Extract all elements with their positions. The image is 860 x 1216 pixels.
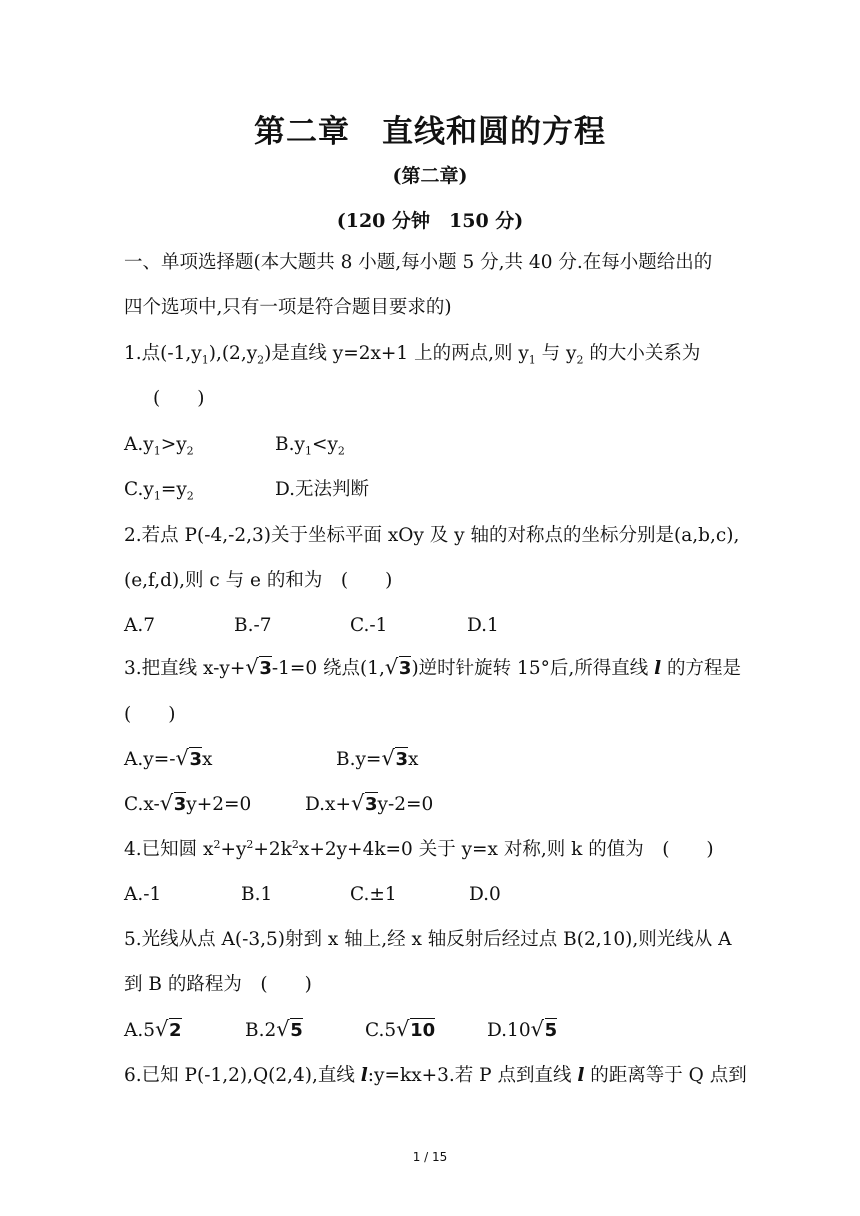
sqrt-symbol: √ 3 (245, 655, 272, 679)
section-instructions-line2: 四个选项中,只有一项是符合题目要求的) (124, 297, 452, 318)
question-2-stem-line1: 2.若点 P(-4,-2,3)关于坐标平面 xOy 及 y 轴的对称点的坐标分别是(a,b,c), (124, 525, 740, 546)
question-6-stem: 6.已知 P(-1,2),Q(2,4),直线 l:y=kx+3.若 P 点到直线 l 的距离等于 Q 点到 (124, 1065, 747, 1086)
question-4-option-d: D.0 (469, 884, 501, 905)
question-1-option-c: $C.y_1=y_2$ (124, 479, 194, 503)
question-5-option-b: B.2 √ 5 (245, 1017, 303, 1041)
question-4-option-b: B.1 (241, 884, 273, 905)
question-5-option-d: D.10 √ 5 (487, 1017, 558, 1041)
question-4-stem: 4.已知圆 $x^2+y^2+2k^2x+2y+4k=0$ 关于 y=x 对称,则 k 的值为 ( ) (124, 837, 714, 860)
question-1-paren: ( ) (153, 388, 205, 409)
question-3-stem: 3.把直线 x-y+ √ 3-1=0 绕点(1, √ 3)逆时针旋转 15°后,所得直线 l 的方程是 (124, 655, 742, 679)
question-2-option-c: C.-1 (350, 615, 388, 636)
question-3-option-c: C.x- √ 3y+2=0 (124, 791, 252, 815)
question-5-stem-line1: 5.光线从点 A(-3,5)射到 x 轴上,经 x 轴反射后经过点 B(2,10),则光线从 A (124, 929, 732, 950)
question-2-option-b: B.-7 (234, 615, 272, 636)
question-2-stem-line2: (e,f,d),则 c 与 e 的和为 ( ) (124, 570, 393, 591)
question-4-option-a: A.-1 (124, 884, 162, 905)
question-3-option-b: B.y= √ 3x (336, 746, 419, 770)
section-instructions-line1: 一、单项选择题(本大题共 8 小题,每小题 5 分,共 40 分.在每小题给出的 (124, 252, 713, 273)
question-2-option-d: D.1 (467, 615, 499, 636)
question-4-option-c: C.±1 (350, 884, 397, 905)
question-5-option-a: A.5 √ 2 (124, 1017, 182, 1041)
question-3-option-a: A.y=- √ 3x (124, 746, 213, 770)
question-1-option-b: $B.y_1<y_2$ (275, 434, 345, 458)
time-score-info: (120 分钟 150 分) (336, 210, 524, 232)
page-title: 第二章 直线和圆的方程 (254, 114, 606, 150)
question-1-stem: 1.点$(-1,y_1),(2,y_2)$是直线 y=2x+1 上的两点,则 $y_1$ 与 $y_2$ 的大小关系为 (124, 343, 701, 367)
question-3-option-d: D.x+ √ 3y-2=0 (305, 791, 434, 815)
question-1-option-d: D.无法判断 (275, 479, 370, 500)
question-1-option-a: $A.y_1>y_2$ (124, 434, 194, 458)
sqrt-symbol: √ 3 (384, 655, 412, 679)
question-3-paren: ( ) (124, 704, 176, 725)
question-5-stem-line2: 到 B 的路程为 ( ) (124, 974, 312, 995)
page-number: 1 / 15 (412, 1150, 448, 1164)
question-2-option-a: A.7 (124, 615, 156, 636)
chapter-subtitle: (第二章) (392, 165, 468, 187)
question-5-option-c: C.5 √ 10 (365, 1017, 436, 1041)
